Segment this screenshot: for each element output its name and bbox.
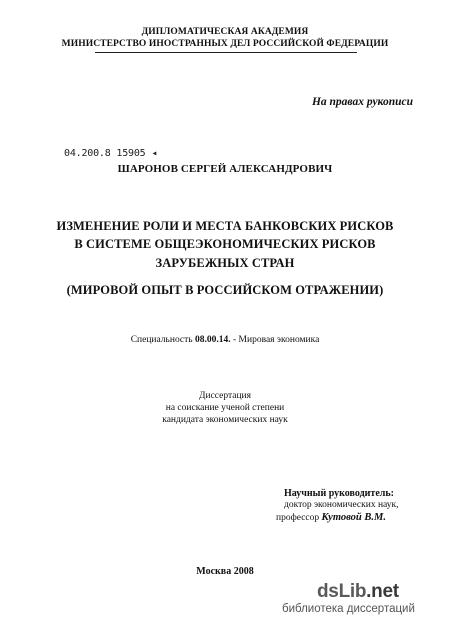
supervisor-heading: Научный руководитель: [284,488,394,499]
logo-tld: .net [366,581,399,602]
logo-main: dsLib [317,581,367,602]
specialty-line [0,335,450,345]
ministry-name: МИНИСТЕРСТВО ИНОСТРАННЫХ ДЕЛ РОССИЙСКОЙ ФЕДЕРАЦИИ [61,39,389,49]
code-marker: ◂ [145,148,158,159]
watermark-caption: библиотека диссертаций [282,603,415,615]
document-code-text: 04.200.8 15905 [64,148,146,159]
institution-name: ДИПЛОМАТИЧЕСКАЯ АКАДЕМИЯ [141,27,309,37]
header-underline [95,52,357,53]
supervisor-line [276,512,386,523]
document-code [64,148,157,159]
author-name: ШАРОНОВ СЕРГЕЙ АЛЕКСАНДРОВИЧ [117,163,333,175]
specialty-code: 08.00.14. [195,335,231,345]
dissertation-degree: кандидата экономических наук [162,415,288,425]
dissertation-purpose: на соискание ученой степени [165,403,285,413]
dissertation-type: Диссертация [199,391,251,401]
title-line-3: ЗАРУБЕЖНЫХ СТРАН [155,256,295,270]
supervisor-degree: доктор экономических наук, [284,500,399,510]
title-line-1: ИЗМЕНЕНИЕ РОЛИ И МЕСТА БАНКОВСКИХ РИСКОВ [56,219,394,233]
rights-note: На правах рукописи [311,96,413,108]
dslib-logo [317,581,399,603]
specialty-name: - Мировая экономика [233,335,320,345]
title-line-2: В СИСТЕМЕ ОБЩЕЭКОНОМИЧЕСКИХ РИСКОВ [74,237,376,251]
supervisor-title: профессор [276,513,320,523]
title-subtitle: (МИРОВОЙ ОПЫТ В РОССИЙСКОМ ОТРАЖЕНИИ) [66,283,384,297]
place-year: Москва 2008 [196,566,254,577]
specialty-label: Специальность [130,335,193,345]
supervisor-name: Кутовой В.М. [321,512,386,523]
